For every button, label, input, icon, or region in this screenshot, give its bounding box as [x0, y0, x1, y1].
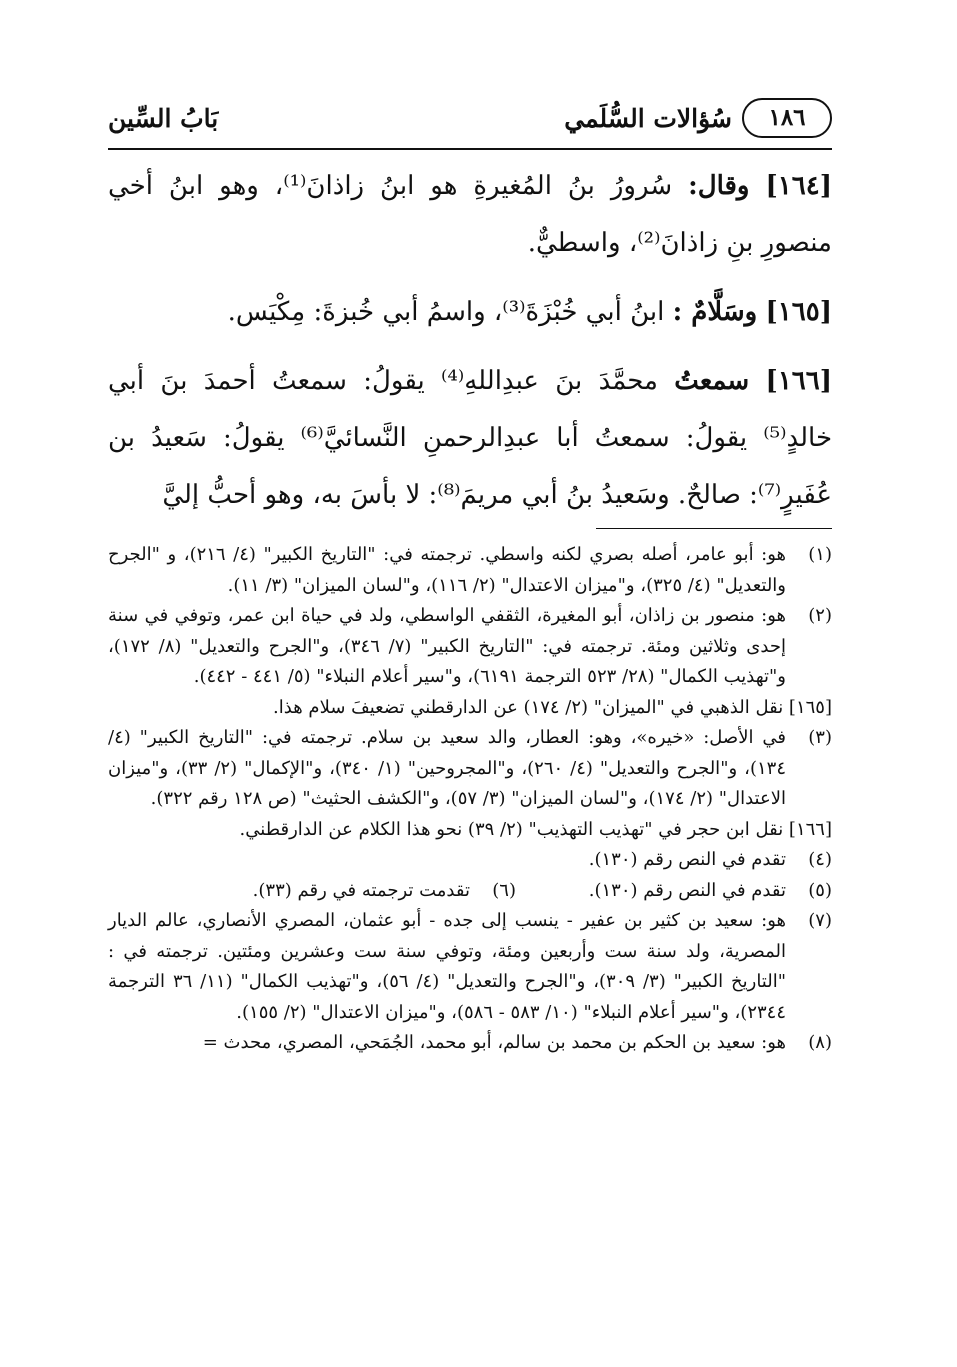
header-title-group	[564, 98, 832, 138]
paragraph-165	[108, 284, 832, 341]
book-page	[108, 0, 832, 1367]
footnote-text: تقدم في النص رقم (١٣٠).	[588, 879, 786, 901]
commentary-166: [١٦٦] نقل ابن حجر في "تهذيب التهذيب" (٢/ ٣٩) نحو هذا الكلام عن الدارقطني.	[239, 818, 832, 840]
paragraph-164	[108, 158, 832, 272]
footnote-text: تقدمت ترجمته في رقم (٣٣).	[252, 879, 470, 901]
paragraph-lead: وسَلَّامٌ :	[672, 297, 758, 327]
footnote-3	[108, 723, 832, 815]
footnote-1	[108, 540, 832, 601]
footnote-text: في الأصل: «خيره»، وهو: العطار، والد سعيد بن سلام. ترجمته في: "التاريخ الكبير" (٤/ ١٣٤)، و"الجرح والتعديل" (٤/ ٢٦٠)، و"المجروحين" (١/ ٣٤٠)، و"الإكمال" (٢/ ٣٣)، و"ميزان الاعتدال" (٢/ ١٧٤)، و"لسان الميزان" (٣/ ٥٧)، و"الكشف الحثيث" (ص ١٢٨ رقم ٣٢٢).	[108, 727, 786, 809]
footnote-marker: (٣)	[808, 727, 832, 748]
main-text	[108, 158, 832, 536]
footnote-4	[108, 845, 832, 876]
page-number-badge: ١٨٦	[742, 98, 832, 138]
paragraph-text: ابنُ أبي خُبْزَةَ⁽³⁾، واسمُ أبي خُبزةَ: مِكْيَس.	[227, 297, 665, 327]
paragraph-text: سُرورُ بنُ المُغيرةِ هو ابنُ زاذانَ⁽¹⁾، وهو ابنُ أخي منصورِ بنِ زاذانَ⁽²⁾، واسطيٌّ.	[108, 171, 832, 258]
footnote-8	[108, 1028, 832, 1059]
paragraph-lead: سمعتُ	[674, 366, 750, 396]
footnote-text: هو: منصور بن زاذان، أبو المغيرة، الثقفي الواسطي، ولد في حياة ابن عمر، وتوفي في سنة إحدى وثلاثين ومئة. ترجمته في: "التاريخ الكبير" (٧/ ٣٤٦)، و"الجرح والتعديل" (٨/ ١٧٢)، و"تهذيب الكمال" (٢٨/ ٥٢٣ الترجمة ٦١٩١)، و"سير أعلام النبلاء" (٥/ ٤٤١ - ٤٤٢).	[108, 605, 786, 687]
footnote-marker: (٧)	[808, 910, 832, 931]
footnote-7	[108, 906, 832, 1028]
footnote-text: هو: سعيد بن الحكم بن محمد بن سالم، أبو محمد، الجُمَحي، المصري، محدث =	[202, 1032, 786, 1053]
footnote-marker: (١)	[808, 544, 832, 565]
commentary-165: [١٦٥] نقل الذهبي في "الميزان" (٢/ ١٧٤) عن الدارقطني تضعيفَ سلام هذا.	[273, 696, 832, 718]
footnote-marker: (٤)	[808, 849, 832, 870]
paragraph-number: [١٦٤]	[765, 171, 832, 201]
paragraph-number: [١٦٥]	[765, 297, 832, 327]
footnote-text: هو: سعيد بن كثير بن عفير - ينسب إلى جده - أبو عثمان، المصري الأنصاري، عالم الديار المصرية، ولد سنة ست وأربعين ومئة، وتوفي سنة ست وعشرين ومئتين. ترجمته في : "التاريخ الكبير" (٣/ ٣٠٩)، و"الجرح والتعديل" (٤/ ٥٦)، و"تهذيب الكمال" (١١/ ٣٦ الترجمة ٢٣٤٤)، و"سير أعلام النبلاء" (١٠/ ٥٨٣ - ٥٨٦)، و"ميزان الاعتدال" (٢/ ١٥٥).	[108, 910, 786, 1023]
footnote-separator	[596, 528, 832, 529]
footnote-2	[108, 601, 832, 693]
footnote-marker: (٢)	[808, 605, 832, 626]
footnote-text: تقدم في النص رقم (١٣٠).	[588, 849, 786, 870]
paragraph-166	[108, 353, 832, 524]
paragraph-text: محمَّدَ بنَ عبدِاللهِ⁽⁴⁾ يقولُ: سمعتُ أحمدَ بنَ أبي خالدٍ⁽⁵⁾ يقولُ: سمعتُ أبا عبدِالرحمنِ النَّسائيَّ⁽⁶⁾ يقولُ: سَعيدُ بن عُفَيرٍ⁽⁷⁾: صالحٌ. وسَعيدُ بنُ أبي مريمَ⁽⁸⁾: لا بأسَ به، وهو أحبُّ إليَّ	[108, 366, 833, 510]
section-title: بَابُ السِّين	[108, 104, 219, 133]
footnotes	[108, 540, 832, 1059]
footnote-marker: (٥)	[808, 879, 832, 901]
header-divider	[108, 148, 832, 150]
footnotes-5-6	[108, 876, 832, 907]
footnote-marker: (٦)	[492, 879, 516, 901]
footnote-text: هو: أبو عامر، أصله بصري لكنه واسطي. ترجمته في: "التاريخ الكبير" (٤/ ٢١٦)، و "الجرح والتعديل" (٤/ ٣٢٥)، و"ميزان الاعتدال" (٢/ ١١٦)، و"لسان الميزان" (٣/ ١١).	[108, 544, 786, 596]
paragraph-lead: وقال:	[688, 171, 750, 201]
book-title: سُؤالات السُّلَمي	[564, 103, 732, 133]
running-header	[108, 98, 832, 148]
footnote-marker: (٨)	[808, 1032, 832, 1053]
paragraph-number: [١٦٦]	[765, 366, 833, 396]
